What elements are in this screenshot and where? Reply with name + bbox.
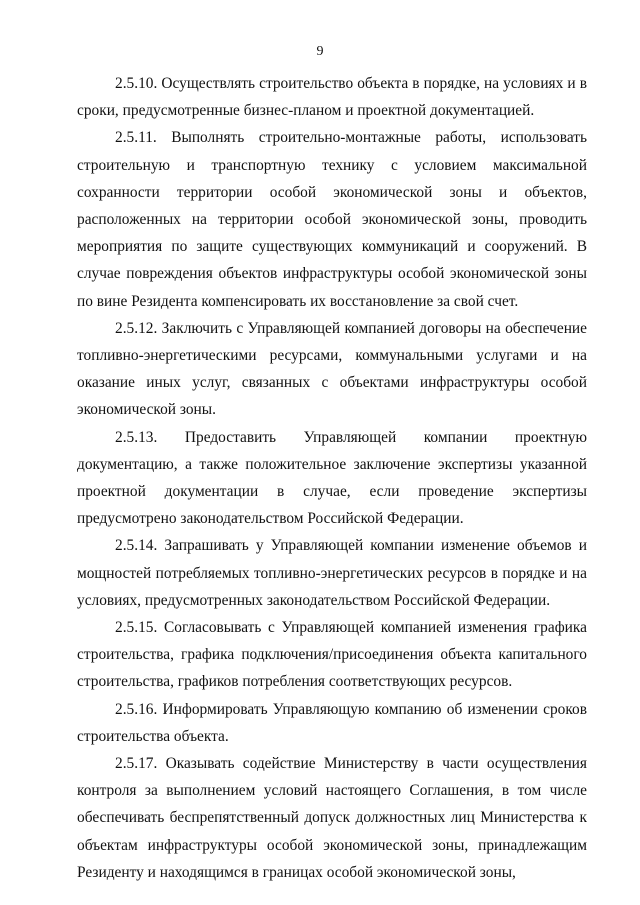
document-body bbox=[77, 70, 587, 886]
clause-2-5-16: 2.5.16. Информировать Управляющую компанию об изменении сроков строительства объекта. bbox=[77, 700, 587, 745]
clause-2-5-10: 2.5.10. Осуществлять строительство объекта в порядке, на условиях и в сроки, предусмотренные бизнес-планом и проектной документацией. bbox=[77, 75, 587, 120]
clause-2-5-13: 2.5.13. Предоставить Управляющей компании проектную документацию, а также положительное заключение экспертизы указанной проектной документации в случае, если проведение экспертизы предусмотрено законодательством Российской Федерации. bbox=[77, 428, 587, 528]
clause-2-5-15: 2.5.15. Согласовывать с Управляющей компанией изменения графика строительства, графика подключения/присоединения объекта капитального строительства, графиков потребления соответствующих ресурсов. bbox=[77, 619, 587, 691]
clause-2-5-11: 2.5.11. Выполнять строительно-монтажные работы, использовать строительную и транспортную технику с условием максимальной сохранности территории особой экономической зоны и объектов, расположенных на территории особой экономической зоны, проводить мероприятия по защите существующих коммуникаций и сооружений. В случае повреждения объектов инфраструктуры особой экономической зоны по вине Резидента компенсировать их восстановление за свой счет. bbox=[77, 129, 587, 310]
clause-2-5-14: 2.5.14. Запрашивать у Управляющей компании изменение объемов и мощностей потребляемых топливно-энергетических ресурсов в порядке и на условиях, предусмотренных законодательством Российской Федерации. bbox=[77, 537, 587, 609]
clause-2-5-17: 2.5.17. Оказывать содействие Министерству в части осуществления контроля за выполнением условий настоящего Соглашения, в том числе обеспечивать беспрепятственный допуск должностных лиц Министерства к объектам инфраструктуры особой экономической зоны, принадлежащим Резиденту и находящимся в границах особой экономической зоны, bbox=[77, 755, 587, 881]
clause-2-5-12: 2.5.12. Заключить с Управляющей компанией договоры на обеспечение топливно-энергетическими ресурсами, коммунальными услугами и на оказание иных услуг, связанных с объектами инфраструктуры особой экономической зоны. bbox=[77, 319, 587, 419]
page-number: 9 bbox=[316, 44, 324, 59]
